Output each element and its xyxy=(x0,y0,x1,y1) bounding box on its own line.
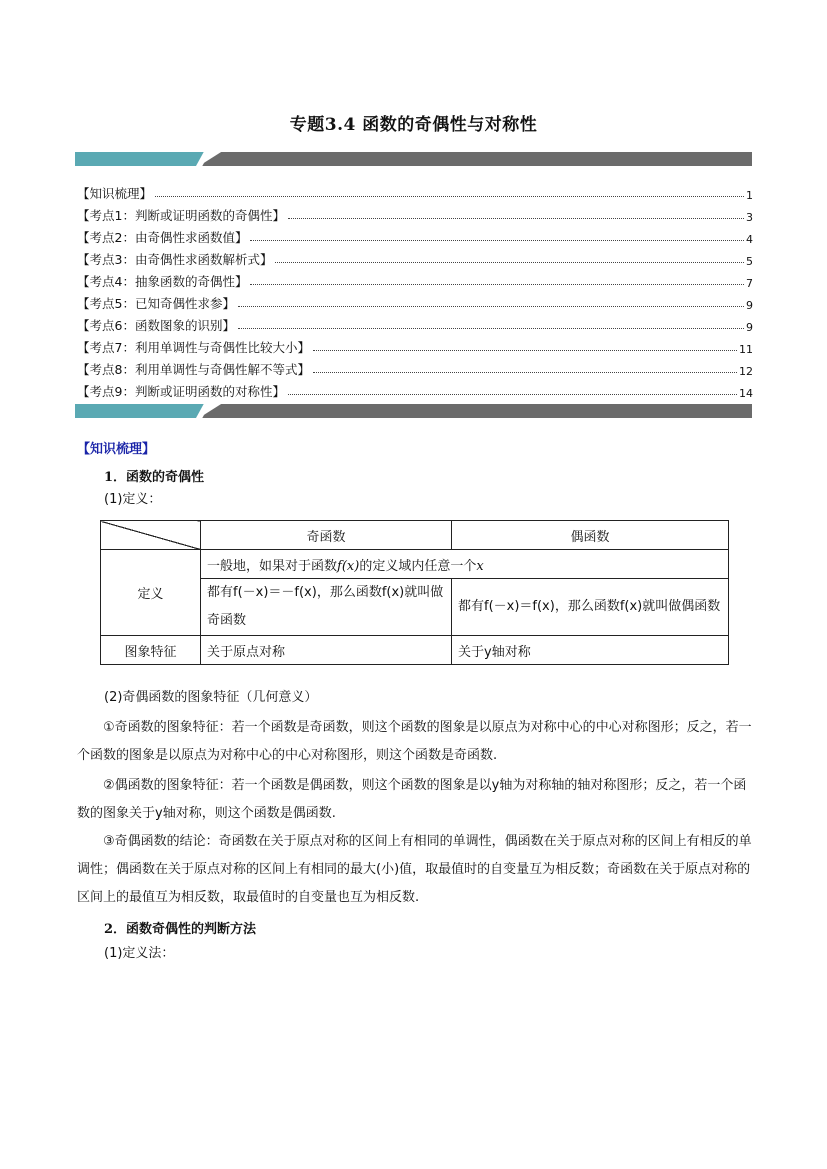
document-title: 专题3.4 函数的奇偶性与对称性 xyxy=(289,115,538,135)
table-graph-odd: 关于原点对称 xyxy=(201,636,452,665)
toc-entry[interactable] xyxy=(77,202,753,224)
paragraph-odd-graph: ①奇函数的图象特征：若一个函数是奇函数，则这个函数的图象是以原点为对称中心的中心对称图形；反之，若一个函数的图象是以原点为对称中心的中心对称图形，则这个函数是奇函数. xyxy=(77,720,752,763)
toc-leader xyxy=(288,394,737,395)
table-header-even: 偶函数 xyxy=(452,521,729,550)
toc-page-number[interactable]: 3 xyxy=(746,211,753,224)
subheading-definition-method: (1)定义法： xyxy=(104,946,175,961)
toc-page-number[interactable]: 9 xyxy=(746,321,753,334)
toc-entry[interactable] xyxy=(77,378,753,400)
toc-page-number[interactable]: 1 xyxy=(746,189,753,202)
toc-leader xyxy=(238,306,744,307)
toc-entry[interactable] xyxy=(77,268,753,290)
table-corner-cell xyxy=(101,521,201,550)
toc-label[interactable]: 【考点1：判断或证明函数的奇偶性】 xyxy=(77,208,285,223)
toc-label[interactable]: 【考点2：由奇偶性求函数值】 xyxy=(77,230,248,245)
toc-label[interactable]: 【考点4：抽象函数的奇偶性】 xyxy=(77,274,248,289)
toc-entry[interactable] xyxy=(77,334,753,356)
toc-entry[interactable] xyxy=(77,246,753,268)
toc-page-number[interactable]: 9 xyxy=(746,299,753,312)
toc-leader xyxy=(250,240,744,241)
table-row-label-definition: 定义 xyxy=(101,550,201,636)
toc-leader xyxy=(238,328,744,329)
heading-parity: 1．函数的奇偶性 xyxy=(104,470,205,485)
decorative-top-bar xyxy=(75,152,752,166)
toc-entry[interactable] xyxy=(77,356,753,378)
toc-label[interactable]: 【考点5：已知奇偶性求参】 xyxy=(77,296,235,311)
toc-label[interactable]: 【考点3：由奇偶性求函数解析式】 xyxy=(77,252,273,267)
toc-leader xyxy=(155,196,744,197)
parity-definition-table xyxy=(100,520,729,665)
toc-leader xyxy=(313,372,737,373)
paragraph-conclusions: ③奇偶函数的结论：奇函数在关于原点对称的区间上有相同的单调性，偶函数在关于原点对称的区间上有相反的单调性；偶函数在关于原点对称的区间上有相同的最大(小)值，取最值时的自变量互为相反数；奇函数在关于原点对称的区间上的最值互为相反数，取最值时的自变量也互为相反数. xyxy=(77,834,752,905)
toc-page-number[interactable]: 14 xyxy=(739,387,753,400)
table-definition-odd: 都有f(－x)＝－f(x)，那么函数f(x)就叫做奇函数 xyxy=(201,579,452,636)
subheading-definition: (1)定义： xyxy=(104,492,162,507)
toc-page-number[interactable]: 12 xyxy=(739,365,753,378)
paragraph-even-graph: ②偶函数的图象特征：若一个函数是偶函数，则这个函数的图象是以y轴为对称轴的轴对称图形；反之，若一个函数的图象关于y轴对称，则这个函数是偶函数. xyxy=(77,778,747,821)
toc-entry[interactable] xyxy=(77,290,753,312)
toc-leader xyxy=(313,350,737,351)
table-row-label-graph: 图象特征 xyxy=(101,636,201,665)
toc-label[interactable]: 【考点9：判断或证明函数的对称性】 xyxy=(77,384,285,399)
table-of-contents xyxy=(77,180,753,400)
table-definition-common: 一般地，如果对于函数f(x)的定义域内任意一个x xyxy=(201,550,729,579)
toc-label[interactable]: 【知识梳理】 xyxy=(77,186,153,201)
table-graph-even: 关于y轴对称 xyxy=(452,636,729,665)
toc-entry[interactable] xyxy=(77,224,753,246)
toc-leader xyxy=(275,262,744,263)
toc-label[interactable]: 【考点6：函数图象的识别】 xyxy=(77,318,235,333)
table-header-odd: 奇函数 xyxy=(201,521,452,550)
decorative-bottom-bar xyxy=(75,404,752,418)
section-title: 【知识梳理】 xyxy=(77,442,156,457)
toc-page-number[interactable]: 4 xyxy=(746,233,753,246)
toc-page-number[interactable]: 7 xyxy=(746,277,753,290)
table-definition-even: 都有f(－x)＝f(x)，那么函数f(x)就叫做偶函数 xyxy=(452,579,729,636)
subheading-graph-features: (2)奇偶函数的图象特征（几何意义） xyxy=(104,690,318,705)
toc-leader xyxy=(288,218,744,219)
toc-entry[interactable] xyxy=(77,180,753,202)
heading-judgement-methods: 2．函数奇偶性的判断方法 xyxy=(104,922,257,937)
toc-entry[interactable] xyxy=(77,312,753,334)
toc-page-number[interactable]: 11 xyxy=(739,343,753,356)
toc-label[interactable]: 【考点8：利用单调性与奇偶性解不等式】 xyxy=(77,362,310,377)
toc-label[interactable]: 【考点7：利用单调性与奇偶性比较大小】 xyxy=(77,340,310,355)
toc-leader xyxy=(250,284,744,285)
toc-page-number[interactable]: 5 xyxy=(746,255,753,268)
